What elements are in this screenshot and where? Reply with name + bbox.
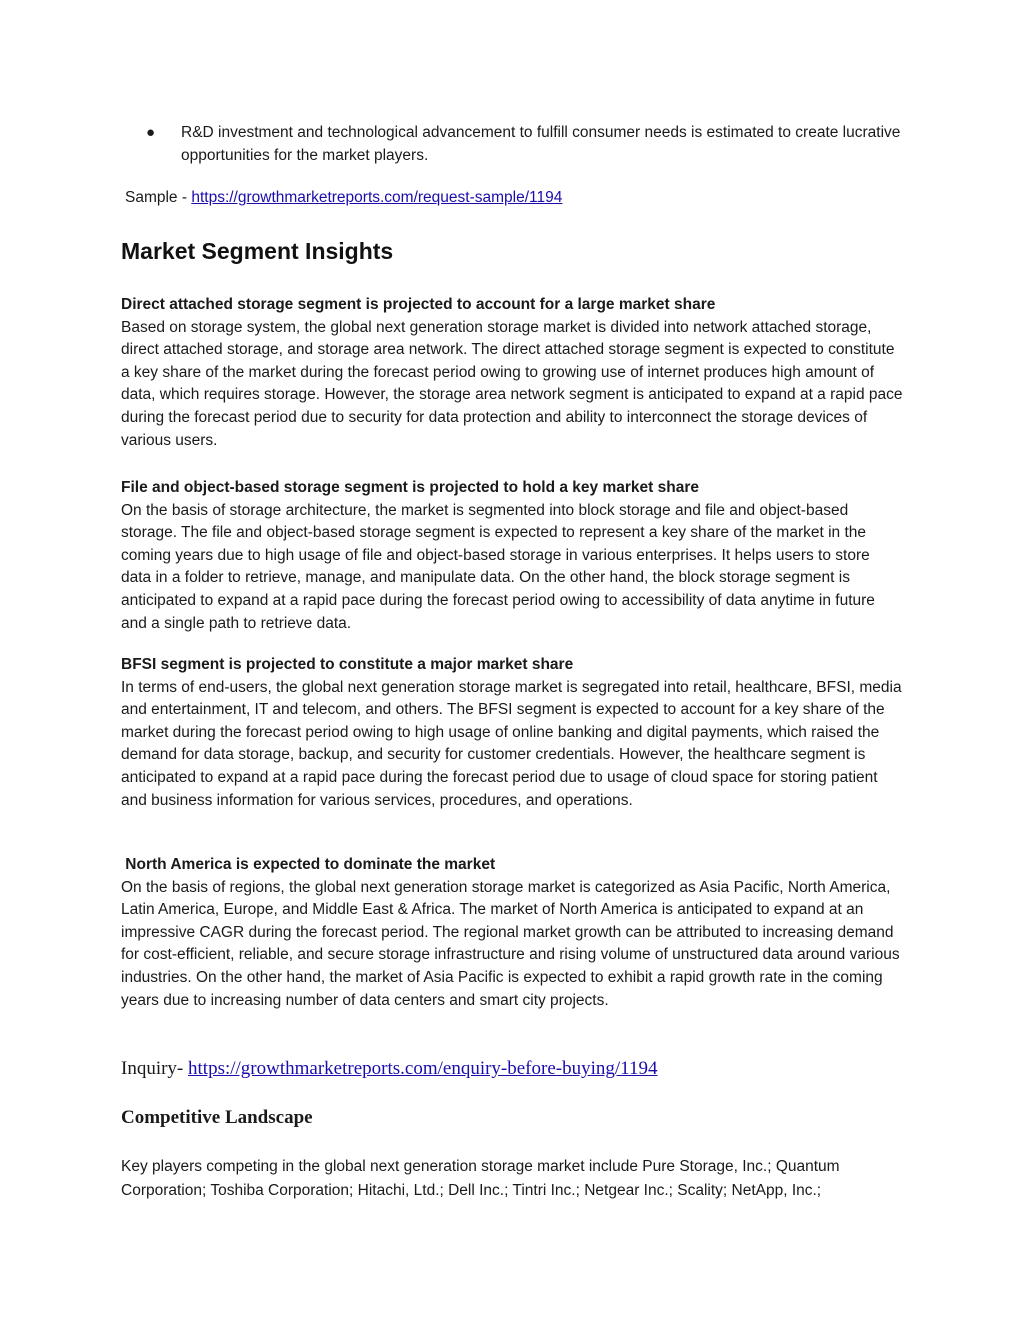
competitive-heading: Competitive Landscape [121, 1107, 313, 1128]
section-direct-attached [121, 294, 904, 452]
competitive-body: Key players competing in the global next generation storage market include Pure Storage, Inc.; Quantum Corporation; Toshiba Corporation; Hitachi, Ltd.; Dell Inc.; Tintri Inc.; Netgear Inc.; Scality; NetApp, Inc.; [121, 1158, 840, 1199]
section-subheading: North America is expected to dominate the market [121, 856, 496, 873]
section-body: In terms of end-users, the global next generation storage market is segregated into retail, healthcare, BFSI, media and entertainment, IT and telecom, and others. The BFSI segment is expected to account for a key share of the market during the forecast period owing to high usage of online banking and digital payments, which raised the demand for data storage, backup, and security for customer credentials. However, the healthcare segment is anticipated to expand at a rapid pace during the forecast period due to usage of cloud space for storing patient and business information for various services, procedures, and operations. [121, 678, 902, 809]
bullet-dot-icon: ● [146, 124, 156, 141]
section-file-object [121, 477, 904, 635]
sample-line [125, 189, 562, 207]
section-bfsi [121, 654, 904, 812]
section-subheading: Direct attached storage segment is projected to account for a large market share [121, 296, 716, 313]
section-subheading: BFSI segment is projected to constitute a major market share [121, 656, 574, 673]
section-subheading: File and object-based storage segment is projected to hold a key market share [121, 479, 699, 496]
sample-link[interactable]: https://growthmarketreports.com/request-sample/1194 [191, 189, 563, 206]
section-body: On the basis of storage architecture, the market is segmented into block storage and file and object-based storage. The file and object-based storage segment is expected to represent a key share of the market in the coming years due to high usage of file and object-based storage in various enterprises. It helps users to store data in a folder to retrieve, manage, and manipulate data. On the other hand, the block storage segment is anticipated to expand at a rapid pace during the forecast period owing to accessibility of data anytime in future and a single path to retrieve data. [121, 501, 875, 632]
inquiry-label: Inquiry- [121, 1058, 189, 1079]
section-north-america [121, 854, 904, 1012]
inquiry-line [121, 1058, 657, 1080]
section-body: On the basis of regions, the global next generation storage market is categorized as Asia Pacific, North America, Latin America, Europe, and Middle East & Africa. The market of North America is anticipated to expand at an impressive CAGR during the forecast period. The regional market growth can be attributed to increasing demand for cost-efficient, reliable, and secure storage infrastructure and rising volume of unstructured data around various industries. On the other hand, the market of Asia Pacific is expected to exhibit a rapid growth rate in the coming years due to increasing number of data centers and smart city projects. [121, 878, 900, 1009]
section-body: Based on storage system, the global next generation storage market is divided into network attached storage, direct attached storage, and storage area network. The direct attached storage segment is expected to constitute a key share of the market during the forecast period owing to growing use of internet produces high amount of data, which requires storage. However, the storage area network segment is anticipated to expand at a rapid pace during the forecast period due to security for data protection and ability to interconnect the storage devices of various users. [121, 318, 903, 449]
sample-label: Sample - [125, 189, 192, 206]
bullet-item [146, 121, 911, 167]
inquiry-link[interactable]: https://growthmarketreports.com/enquiry-before-buying/1194 [188, 1058, 658, 1079]
bullet-text: R&D investment and technological advancement to fulfill consumer needs is estimated to create lucrative opportunities for the market players. [181, 124, 901, 164]
page-heading: Market Segment Insights [121, 238, 394, 264]
